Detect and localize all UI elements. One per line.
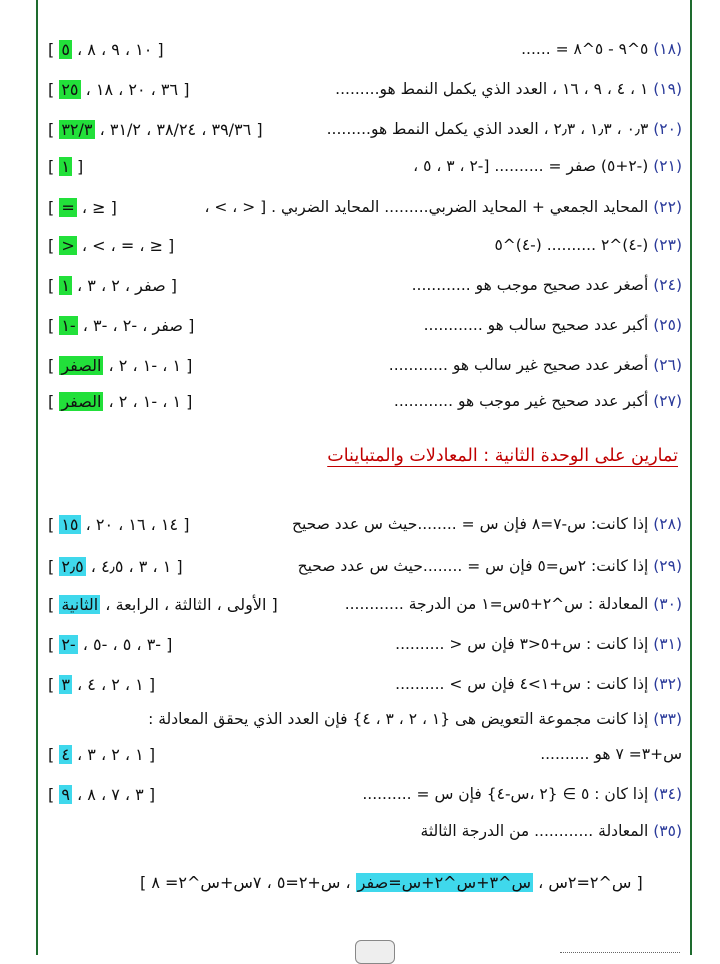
highlighted-answer: =	[61, 198, 75, 217]
highlighted-answer: ٩	[61, 785, 70, 804]
question-number: (٢٩)	[653, 557, 682, 575]
question-text: ١ ، ٤ ، ٩ ، ١٦ ، العدد الذي يكمل النمط هو.........	[335, 80, 649, 98]
highlighted-answer: ١	[61, 276, 70, 295]
highlighted-answer: س^٣+س^٢+س=صفر	[357, 873, 532, 892]
question-text: المحايد الجمعي + المحايد الضربي......... المحايد الضربي . [ < ، > ،	[204, 198, 649, 216]
question-text: إذا كانت : س+١>٤ فإن س > ..........	[395, 675, 649, 693]
answer-options: [ ١ ]	[48, 157, 84, 176]
answer-options: [ ١٠ ، ٩ ، ٨ ، ٥ ]	[48, 40, 164, 59]
left-border-line	[36, 0, 38, 955]
answer-options: [ صفر ، ٢ ، ٣ ، ١ ]	[48, 276, 177, 295]
highlighted-answer: ٢٫٥	[61, 557, 84, 576]
question-number: (٢٥)	[653, 316, 682, 334]
page-tab-shape	[355, 940, 395, 964]
question-text: (-٤)^٢ .......... (-٤)^٥	[494, 236, 649, 254]
question-number: (٢٦)	[653, 356, 682, 374]
question-number: (٣١)	[653, 635, 682, 653]
answer-options: [ ١ ، ٢ ، ٣ ، ٤ ]	[48, 745, 156, 764]
question-number: (٣٣)	[653, 710, 682, 728]
question-text: إذا كانت مجموعة التعويض هى {١ ، ٢ ، ٣ ، ٤} فإن العدد الذي يحقق المعادلة :	[148, 710, 649, 728]
question-text: س+٣= ٧ هو ..........	[540, 745, 682, 763]
question-number: (٢٤)	[653, 276, 682, 294]
question-number: (٣٤)	[653, 785, 682, 803]
question-number: (٢٣)	[653, 236, 682, 254]
question-number: (٢٨)	[653, 515, 682, 533]
unit-title: تمارين على الوحدة الثانية : المعادلات والمتباينات	[327, 446, 678, 466]
answer-options: [ ١ ، ٢ ، ٤ ، ٣ ]	[48, 675, 156, 694]
question-text: ٥^٩ - ٥^٨ = ......	[521, 40, 649, 58]
answer-options: [ ١ ، ٣ ، ٤٫٥ ، ٢٫٥ ]	[48, 557, 183, 576]
question-text: أكبر عدد صحيح سالب هو ............	[423, 316, 649, 334]
answer-options: [ ٣ ، ٧ ، ٨ ، ٩ ]	[48, 785, 156, 804]
answer-options: [ ≤ ، = ، > ، < ]	[48, 236, 175, 255]
answer-options: [ -٣ ، ٥ ، -٥ ، -٢ ]	[48, 635, 173, 654]
highlighted-answer: ١	[61, 157, 70, 176]
highlighted-answer: ٣٢/٣	[61, 120, 93, 139]
question-number: (١٨)	[653, 40, 682, 58]
highlighted-answer: ٣	[61, 675, 70, 694]
question-text: المعادلة ............ من الدرجة الثالثة	[420, 822, 649, 840]
question-number: (٣٠)	[653, 595, 682, 613]
highlighted-answer: الصفر	[61, 392, 102, 411]
answer-options: [ الأولى ، الثالثة ، الرابعة ، الثانية ]	[48, 595, 278, 614]
question-text: أصغر عدد صحيح غير سالب هو ............	[388, 356, 649, 374]
question-text: (-٢+٥) صفر = .......... [-٢ ، ٣ ، ٥ ،	[413, 157, 649, 175]
question-number: (٢٢)	[653, 198, 682, 216]
question-number: (٣٥)	[653, 822, 682, 840]
question-number: (٢١)	[653, 157, 682, 175]
right-border-line	[690, 0, 692, 955]
answer-options: [ ١ ، -١ ، ٢ ، الصفر ]	[48, 356, 193, 375]
question-number: (٣٢)	[653, 675, 682, 693]
question-text: إذا كانت: ٢س=٥ فإن س = ........حيث س عدد صحيح	[297, 557, 649, 575]
highlighted-answer: -٢	[61, 635, 76, 654]
question-text: إذا كانت: س-٧=٨ فإن س = ........حيث س عدد صحيح	[292, 515, 649, 533]
question-text: المعادلة : س^٢+٥س=١ من الدرجة ............	[344, 595, 649, 613]
highlighted-answer: ٥	[61, 40, 70, 59]
question-text: إذا كانت : س+٥<٣ فإن س < ..........	[395, 635, 649, 653]
highlighted-answer: ٤	[61, 745, 70, 764]
question-text: إذا كان : ٥ ∋ {٢ ،س-٤} فإن س = ..........	[362, 785, 649, 803]
answer-options: [ ١ ، -١ ، ٢ ، الصفر ]	[48, 392, 193, 411]
question-number: (٢٧)	[653, 392, 682, 410]
answer-options: [ ≤ ، = ]	[48, 198, 117, 217]
question-number: (١٩)	[653, 80, 682, 98]
bottom-dotted-line	[560, 952, 680, 954]
answer-options: [ ١٤ ، ١٦ ، ٢٠ ، ١٥ ]	[48, 515, 190, 534]
highlighted-answer: -١	[61, 316, 76, 335]
question-text: أكبر عدد صحيح غير موجب هو ............	[393, 392, 649, 410]
question-number: (٢٠)	[653, 120, 682, 138]
answer-options: [ ٣٦ ، ٢٠ ، ١٨ ، ٢٥ ]	[48, 80, 190, 99]
highlighted-answer: ١٥	[61, 515, 79, 534]
highlighted-answer: الصفر	[61, 356, 102, 375]
highlighted-answer: الثانية	[61, 595, 99, 614]
answer-options: [ صفر ، -٢ ، -٣ ، -١ ]	[48, 316, 195, 335]
highlighted-answer: ٢٥	[61, 80, 79, 99]
answer-options: [ ٣٩/٣٦ ، ٣٨/٢٤ ، ٣١/٢ ، ٣٢/٣ ]	[48, 120, 263, 139]
highlighted-answer: <	[61, 236, 75, 255]
question-text: ٠٫٣ ، ١٫٣ ، ٢٫٣ ، العدد الذي يكمل النمط هو.........	[326, 120, 649, 138]
question-text: أصغر عدد صحيح موجب هو ............	[411, 276, 649, 294]
